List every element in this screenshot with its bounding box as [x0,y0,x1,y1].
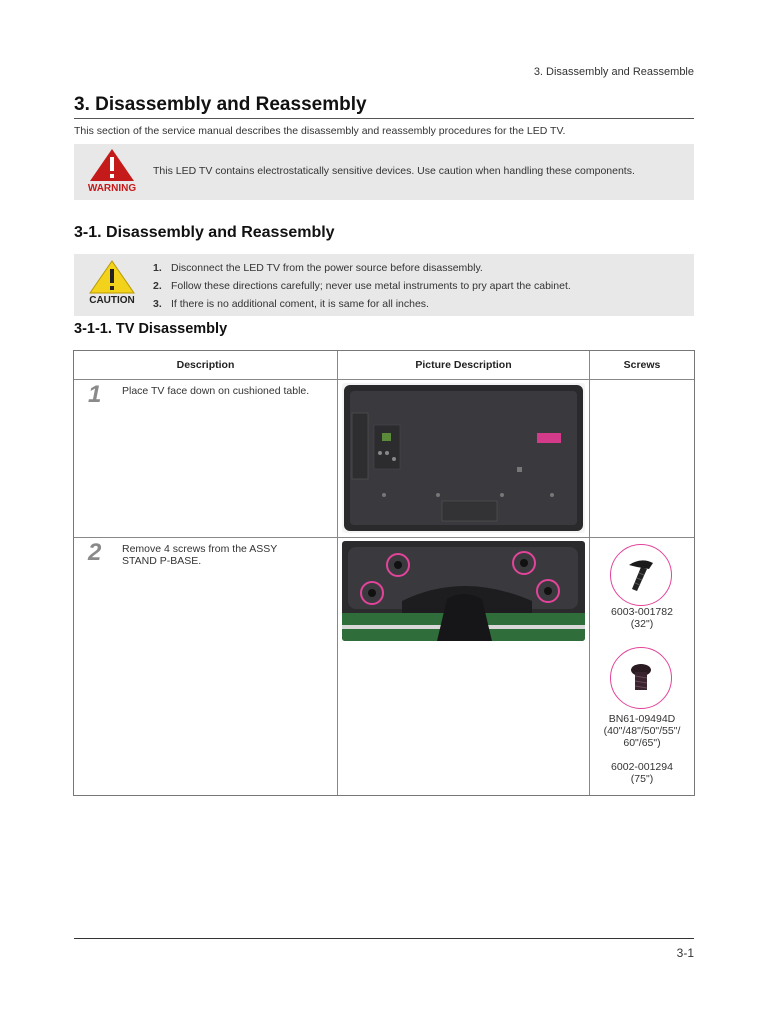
caution-item-text: Disconnect the LED TV from the power source before disassembly. [171,262,483,274]
warning-label: WARNING [87,183,137,194]
caution-badge [80,260,144,306]
page-title: 3. Disassembly and Reassembly [74,94,367,115]
caution-notice [74,254,694,316]
screw-icon [611,545,671,605]
row-divider [74,537,694,538]
step-text: Remove 4 screws from the ASSY STAND P-BASE. [122,543,278,567]
caution-item [153,259,571,277]
steps-table [73,350,695,796]
warning-text: This LED TV contains electrostatically sensitive devices. Use caution when handling these components. [153,165,635,177]
screw-part-label: 6003-001782 (32") [611,606,673,630]
footer-rule [74,938,694,939]
caution-item-text: If there is no additional coment, it is same for all inches. [171,298,429,310]
stand-base-screws-image [342,541,585,641]
caution-list [153,259,571,313]
section-title: 3-1. Disassembly and Reassembly [74,224,335,241]
step-text: Place TV face down on cushioned table. [122,385,310,397]
step-number: 2 [88,539,102,566]
title-rule [74,118,694,119]
warning-notice [74,144,694,200]
warning-badge [80,148,144,194]
caution-triangle-icon [89,260,135,294]
column-header-description: Description [176,359,235,371]
caution-item-number: 2. [153,280,162,292]
column-header-screws: Screws [623,359,661,371]
running-header: 3. Disassembly and Reassemble [533,66,694,78]
warning-triangle-icon [89,148,135,182]
screw-icon [611,648,671,708]
caution-item-number: 3. [153,298,162,310]
header-divider [74,379,694,380]
caution-item [153,277,571,295]
screw-image-32 [610,544,672,606]
intro-paragraph: This section of the service manual describes the disassembly and reassembly procedures for the LED TV. [74,125,566,137]
page-number: 3-1 [676,946,694,960]
stand-base-photo [342,541,585,641]
column-divider [337,351,338,795]
caution-label: CAUTION [89,295,135,306]
column-header-picture: Picture Description [415,359,512,371]
caution-item-number: 1. [153,262,162,274]
caution-item-text: Follow these directions carefully; never use metal instruments to pry apart the cabinet. [171,280,571,292]
tv-back-photo [342,383,585,533]
subsection-title: 3-1-1. TV Disassembly [74,321,228,337]
step-number: 1 [88,381,102,408]
caution-item [153,295,571,313]
screw-image-40-75 [610,647,672,709]
tv-rear-panel-image [342,383,585,533]
screw-part-label: BN61-09494D (40"/48"/50"/55"/ 60"/65") 6002-001294 (75") [603,713,681,785]
